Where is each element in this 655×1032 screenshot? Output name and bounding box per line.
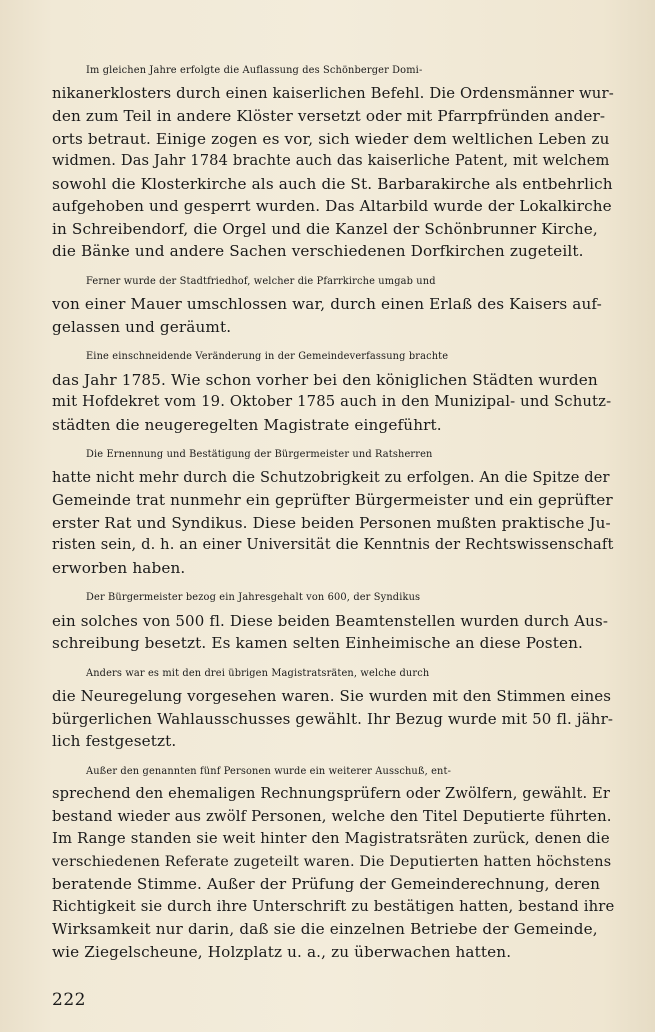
paragraph-3 (52, 346, 614, 436)
text-line: städten die neugeregelten Magistrate eingeführt. (52, 415, 442, 434)
text-line: nikanerklosters durch einen kaiserlichen Befehl. Die Ordensmänner wur- (52, 84, 614, 102)
text-line: Anders war es mit den drei übrigen Magistratsräten, welche durch (86, 667, 430, 679)
text-line: die Neuregelung vorgesehen waren. Sie wurden mit den Stimmen eines (52, 687, 612, 705)
text-line: mit Hofdekret vom 19. Oktober 1785 auch in den Munizipal- und Schutz- (52, 393, 612, 410)
text-line: Außer den genannten fünf Personen wurde ein weiterer Ausschuß, ent- (86, 765, 452, 777)
text-line: Wirksamkeit nur darin, daß sie die einzelnen Betriebe der Gemeinde, (52, 920, 598, 938)
text-line: Ferner wurde der Stadtfriedhof, welcher die Pfarrkirche umgab und (86, 275, 436, 287)
text-line: schreibung besetzt. Es kamen selten Einheimische an diese Posten. (52, 634, 584, 652)
text-line: Gemeinde trat nunmehr ein geprüfter Bürgermeister und ein geprüfter (52, 491, 613, 509)
paragraph-6 (52, 663, 614, 753)
text-line: Eine einschneidende Veränderung in der Gemeindeverfassung brachte (86, 351, 449, 362)
text-line: Im Range standen sie weit hinter den Magistratsräten zurück, denen die (52, 830, 610, 847)
text-line: Die Ernennung und Bestätigung der Bürgermeister und Ratsherren (86, 449, 433, 460)
text-line: Im gleichen Jahre erfolgte die Auflassung des Schönberger Domi- (86, 65, 423, 76)
body-text (52, 60, 614, 971)
paragraph-1 (52, 60, 614, 263)
text-line: bestand wieder aus zwölf Personen, welche den Titel Deputierte führten. (52, 807, 612, 825)
text-line: hatte nicht mehr durch die Schutzobrigkeit zu erfolgen. An die Spitze der (52, 468, 610, 486)
text-line: sprechend den ehemaligen Rechnungsprüfern oder Zwölfern, gewählt. Er (52, 785, 610, 802)
text-line: Der Bürgermeister bezog ein Jahresgehalt von 600, der Syndikus (86, 592, 421, 603)
text-line: Richtigkeit sie durch ihre Unterschrift zu bestätigen hatten, bestand ihre (52, 897, 614, 915)
text-line: erworben haben. (52, 558, 186, 577)
text-line: lich festgesetzt. (52, 732, 177, 750)
text-line: in Schreibendorf, die Orgel und die Kanzel der Schönbrunner Kirche, (52, 219, 598, 238)
paragraph-7 (52, 761, 614, 964)
text-line: ein solches von 500 fl. Diese beiden Beamtenstellen wurden durch Aus- (52, 611, 609, 630)
text-line: bürgerlichen Wahlausschusses gewählt. Ihr Bezug wurde mit 50 fl. jähr- (52, 709, 614, 728)
text-line: gelassen und geräumt. (52, 317, 232, 336)
text-line: widmen. Das Jahr 1784 brachte auch das kaiserliche Patent, mit welchem (52, 152, 610, 169)
page-number: 222 (52, 990, 86, 1010)
text-line: von einer Mauer umschlossen war, durch einen Erlaß des Kaisers auf- (52, 295, 602, 313)
text-line: erster Rat und Syndikus. Diese beiden Personen mußten praktische Ju- (52, 513, 611, 532)
text-line: wie Ziegelscheune, Holzplatz u. a., zu überwachen hatten. (52, 942, 512, 961)
paragraph-2 (52, 271, 614, 339)
text-line: sowohl die Klosterkirche als auch die St. Barbarakirche als entbehrlich (52, 174, 613, 193)
text-line: beratende Stimme. Außer der Prüfung der Gemeinderechnung, deren (52, 875, 601, 893)
text-line: die Bänke und andere Sachen verschiedenen Dorfkirchen zugeteilt. (52, 242, 584, 260)
paragraph-5 (52, 587, 614, 655)
text-line: das Jahr 1785. Wie schon vorher bei den königlichen Städten wurden (52, 370, 598, 389)
text-line: orts betraut. Einige zogen es vor, sich wieder dem weltlichen Leben zu (52, 129, 610, 148)
text-line: den zum Teil in andere Klöster versetzt oder mit Pfarrpfründen ander- (52, 107, 606, 125)
text-line: risten sein, d. h. an einer Universität die Kenntnis der Rechtswissenschaft (52, 536, 614, 553)
text-line: aufgehoben und gesperrt wurden. Das Altarbild wurde der Lokalkirche (52, 197, 612, 215)
text-line: verschiedenen Referate zugeteilt waren. Die Deputierten hatten höchstens (52, 853, 612, 870)
paragraph-4 (52, 444, 614, 579)
